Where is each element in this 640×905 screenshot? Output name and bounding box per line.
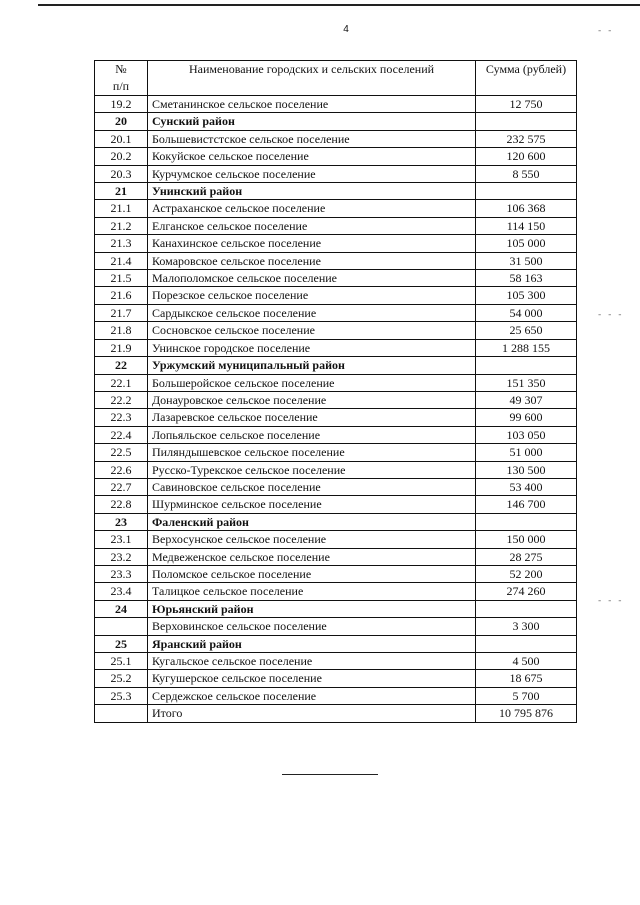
row-name-cell: Яранский район bbox=[148, 635, 476, 652]
table-row bbox=[95, 200, 577, 217]
row-name-cell: Уржумский муниципальный район bbox=[148, 357, 476, 374]
row-number-cell: 22.3 bbox=[95, 409, 148, 426]
table-row bbox=[95, 565, 577, 582]
row-name-cell: Сунский район bbox=[148, 113, 476, 130]
table-row bbox=[95, 165, 577, 182]
table-row bbox=[95, 444, 577, 461]
table-row bbox=[95, 531, 577, 548]
row-sum-cell: 114 150 bbox=[476, 217, 577, 234]
row-number-cell: 25.3 bbox=[95, 687, 148, 704]
row-number-cell bbox=[95, 618, 148, 635]
table-row bbox=[95, 409, 577, 426]
row-name-cell: Фаленский район bbox=[148, 513, 476, 530]
table-row bbox=[95, 618, 577, 635]
row-number-cell: 23.4 bbox=[95, 583, 148, 600]
table-row bbox=[95, 478, 577, 495]
row-sum-cell: 150 000 bbox=[476, 531, 577, 548]
row-sum-cell bbox=[476, 183, 577, 200]
row-sum-cell: 105 000 bbox=[476, 235, 577, 252]
header-number-cell bbox=[95, 61, 148, 96]
table-row bbox=[95, 287, 577, 304]
row-number-cell: 22 bbox=[95, 357, 148, 374]
row-sum-cell: 274 260 bbox=[476, 583, 577, 600]
row-name-cell: Канахинское сельское поселение bbox=[148, 235, 476, 252]
row-sum-cell bbox=[476, 357, 577, 374]
district-row bbox=[95, 635, 577, 652]
row-number-cell: 21.5 bbox=[95, 270, 148, 287]
row-number-cell bbox=[95, 705, 148, 722]
row-number-cell: 25.1 bbox=[95, 653, 148, 670]
row-name-cell: Сардыкское сельское поселение bbox=[148, 304, 476, 321]
row-name-cell: Русско-Турекское сельское поселение bbox=[148, 461, 476, 478]
page-number: 4 bbox=[343, 24, 349, 35]
table-row bbox=[95, 270, 577, 287]
row-sum-cell: 130 500 bbox=[476, 461, 577, 478]
row-number-cell: 23.3 bbox=[95, 565, 148, 582]
table-row bbox=[95, 374, 577, 391]
row-sum-cell bbox=[476, 635, 577, 652]
row-name-cell: Медвеженское сельское поселение bbox=[148, 548, 476, 565]
settlements-table bbox=[94, 60, 577, 723]
row-sum-cell: 146 700 bbox=[476, 496, 577, 513]
row-sum-cell: 31 500 bbox=[476, 252, 577, 269]
page-top-rule bbox=[38, 4, 640, 6]
table-row bbox=[95, 653, 577, 670]
header-number-symbol: № bbox=[115, 62, 127, 76]
row-number-cell: 25.2 bbox=[95, 670, 148, 687]
table-row bbox=[95, 548, 577, 565]
row-sum-cell: 1 288 155 bbox=[476, 339, 577, 356]
row-sum-cell: 49 307 bbox=[476, 391, 577, 408]
row-sum-cell: 53 400 bbox=[476, 478, 577, 495]
table-row bbox=[95, 496, 577, 513]
margin-scan-mark: - - bbox=[598, 26, 614, 36]
row-name-cell: Кугальское сельское поселение bbox=[148, 653, 476, 670]
row-name-cell: Поломское сельское поселение bbox=[148, 565, 476, 582]
margin-scan-mark: - - - bbox=[598, 310, 624, 320]
row-number-cell: 21.7 bbox=[95, 304, 148, 321]
row-sum-cell: 18 675 bbox=[476, 670, 577, 687]
row-sum-cell: 28 275 bbox=[476, 548, 577, 565]
row-number-cell: 21.3 bbox=[95, 235, 148, 252]
row-number-cell: 23 bbox=[95, 513, 148, 530]
row-number-cell: 25 bbox=[95, 635, 148, 652]
row-name-cell: Комаровское сельское поселение bbox=[148, 252, 476, 269]
table-row bbox=[95, 670, 577, 687]
row-name-cell: Сосновское сельское поселение bbox=[148, 322, 476, 339]
table-row bbox=[95, 96, 577, 113]
row-number-cell: 20.3 bbox=[95, 165, 148, 182]
row-name-cell: Астраханское сельское поселение bbox=[148, 200, 476, 217]
row-number-cell: 21.4 bbox=[95, 252, 148, 269]
total-row bbox=[95, 705, 577, 722]
row-name-cell: Шурминское сельское поселение bbox=[148, 496, 476, 513]
row-number-cell: 21 bbox=[95, 183, 148, 200]
district-row bbox=[95, 513, 577, 530]
table-row bbox=[95, 461, 577, 478]
row-name-cell: Юрьянский район bbox=[148, 600, 476, 617]
row-name-cell: Курчумское сельское поселение bbox=[148, 165, 476, 182]
row-number-cell: 22.2 bbox=[95, 391, 148, 408]
row-name-cell: Унинское городское поселение bbox=[148, 339, 476, 356]
row-name-cell: Талицкое сельское поселение bbox=[148, 583, 476, 600]
row-number-cell: 23.2 bbox=[95, 548, 148, 565]
row-name-cell: Кокуйское сельское поселение bbox=[148, 148, 476, 165]
table-row bbox=[95, 583, 577, 600]
row-name-cell: Порезское сельское поселение bbox=[148, 287, 476, 304]
row-sum-cell: 99 600 bbox=[476, 409, 577, 426]
row-number-cell: 21.2 bbox=[95, 217, 148, 234]
table-row bbox=[95, 322, 577, 339]
row-sum-cell: 10 795 876 bbox=[476, 705, 577, 722]
row-sum-cell bbox=[476, 113, 577, 130]
row-name-cell: Большеройское сельское поселение bbox=[148, 374, 476, 391]
row-name-cell: Верхосунское сельское поселение bbox=[148, 531, 476, 548]
row-number-cell: 23.1 bbox=[95, 531, 148, 548]
table-row bbox=[95, 304, 577, 321]
header-name-cell: Наименование городских и сельских поселений bbox=[148, 61, 476, 96]
row-name-cell: Лопьяльское сельское поселение bbox=[148, 426, 476, 443]
row-name-cell: Пиляндышевское сельское поселение bbox=[148, 444, 476, 461]
row-number-cell: 21.8 bbox=[95, 322, 148, 339]
row-sum-cell: 8 550 bbox=[476, 165, 577, 182]
row-name-cell: Унинский район bbox=[148, 183, 476, 200]
row-sum-cell: 151 350 bbox=[476, 374, 577, 391]
row-number-cell: 19.2 bbox=[95, 96, 148, 113]
row-sum-cell: 5 700 bbox=[476, 687, 577, 704]
margin-scan-mark: - - - bbox=[598, 596, 624, 606]
table-row bbox=[95, 426, 577, 443]
row-number-cell: 22.7 bbox=[95, 478, 148, 495]
row-name-cell: Елганское сельское поселение bbox=[148, 217, 476, 234]
row-sum-cell: 105 300 bbox=[476, 287, 577, 304]
row-sum-cell: 52 200 bbox=[476, 565, 577, 582]
row-number-cell: 22.1 bbox=[95, 374, 148, 391]
table-row bbox=[95, 391, 577, 408]
row-name-cell: Лазаревское сельское поселение bbox=[148, 409, 476, 426]
row-name-cell: Кугушерское сельское поселение bbox=[148, 670, 476, 687]
row-sum-cell: 120 600 bbox=[476, 148, 577, 165]
end-of-table-rule bbox=[282, 774, 378, 775]
row-name-cell: Сердежское сельское поселение bbox=[148, 687, 476, 704]
district-row bbox=[95, 183, 577, 200]
row-number-cell: 20.2 bbox=[95, 148, 148, 165]
row-name-cell: Верховинское сельское поселение bbox=[148, 618, 476, 635]
row-number-cell: 22.4 bbox=[95, 426, 148, 443]
table-row bbox=[95, 252, 577, 269]
row-name-cell: Большевистстское сельское поселение bbox=[148, 130, 476, 147]
district-row bbox=[95, 357, 577, 374]
row-number-cell: 22.5 bbox=[95, 444, 148, 461]
row-number-cell: 20 bbox=[95, 113, 148, 130]
row-number-cell: 21.6 bbox=[95, 287, 148, 304]
row-sum-cell bbox=[476, 600, 577, 617]
row-name-cell: Итого bbox=[148, 705, 476, 722]
header-sum-cell: Сумма (рублей) bbox=[476, 61, 577, 96]
row-sum-cell: 103 050 bbox=[476, 426, 577, 443]
district-row bbox=[95, 113, 577, 130]
row-number-cell: 20.1 bbox=[95, 130, 148, 147]
row-name-cell: Сметанинское сельское поселение bbox=[148, 96, 476, 113]
row-sum-cell: 3 300 bbox=[476, 618, 577, 635]
row-number-cell: 22.8 bbox=[95, 496, 148, 513]
row-number-cell: 21.1 bbox=[95, 200, 148, 217]
row-number-cell: 21.9 bbox=[95, 339, 148, 356]
row-sum-cell: 106 368 bbox=[476, 200, 577, 217]
table-row bbox=[95, 148, 577, 165]
row-sum-cell: 54 000 bbox=[476, 304, 577, 321]
row-sum-cell: 232 575 bbox=[476, 130, 577, 147]
row-number-cell: 24 bbox=[95, 600, 148, 617]
row-sum-cell: 58 163 bbox=[476, 270, 577, 287]
table-row bbox=[95, 339, 577, 356]
row-name-cell: Донауровское сельское поселение bbox=[148, 391, 476, 408]
row-sum-cell: 25 650 bbox=[476, 322, 577, 339]
row-sum-cell bbox=[476, 513, 577, 530]
row-sum-cell: 12 750 bbox=[476, 96, 577, 113]
row-name-cell: Савиновское сельское поселение bbox=[148, 478, 476, 495]
row-name-cell: Малополомское сельское поселение bbox=[148, 270, 476, 287]
table-row bbox=[95, 130, 577, 147]
row-sum-cell: 4 500 bbox=[476, 653, 577, 670]
table-row bbox=[95, 235, 577, 252]
table-row bbox=[95, 687, 577, 704]
table-header-row bbox=[95, 61, 577, 96]
header-number-abbrev: п/п bbox=[112, 79, 130, 93]
row-sum-cell: 51 000 bbox=[476, 444, 577, 461]
table-row bbox=[95, 217, 577, 234]
district-row bbox=[95, 600, 577, 617]
row-number-cell: 22.6 bbox=[95, 461, 148, 478]
